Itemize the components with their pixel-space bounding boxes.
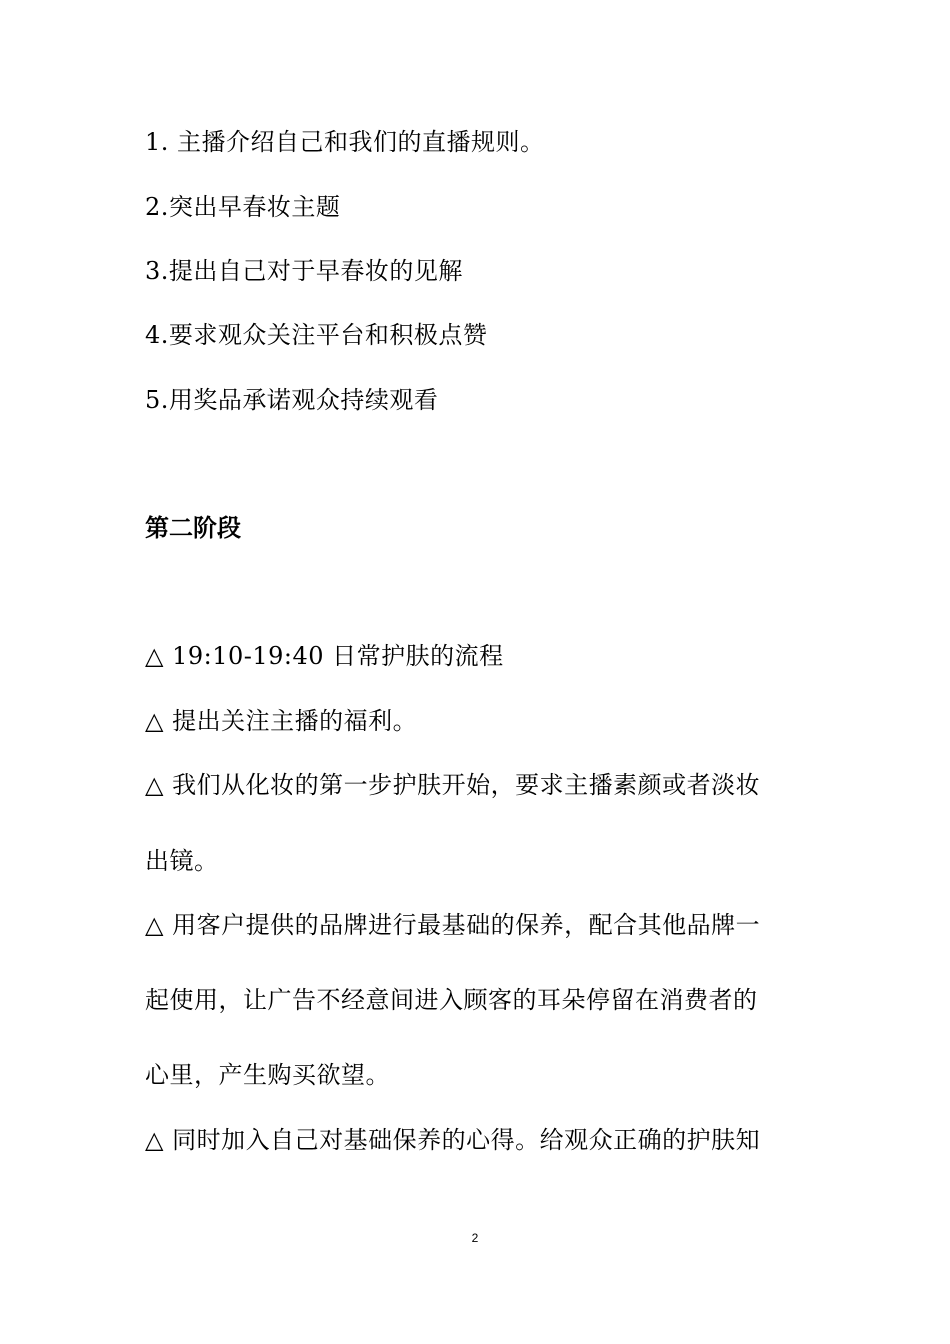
body-line-3: △ 我们从化妆的第一步护肤开始，要求主播素颜或者淡妆 <box>145 771 761 799</box>
list-item-4: 4.要求观众关注平台和积极点赞 <box>145 321 488 349</box>
section-heading: 第二阶段 <box>145 514 241 542</box>
body-line-5: △ 用客户提供的品牌进行最基础的保养，配合其他品牌一 <box>145 911 761 939</box>
body-line-2: △ 提出关注主播的福利。 <box>145 707 418 735</box>
body-line-1: △ 19:10-19:40 日常护肤的流程 <box>145 642 504 670</box>
body-line-6: 起使用，让广告不经意间进入顾客的耳朵停留在消费者的 <box>145 986 758 1014</box>
list-item-3: 3.提出自己对于早春妆的见解 <box>145 257 463 285</box>
page-number: 2 <box>471 1231 479 1245</box>
body-line-8: △ 同时加入自己对基础保养的心得。给观众正确的护肤知 <box>145 1126 761 1154</box>
body-line-4: 出镜。 <box>145 847 219 875</box>
list-item-1: 1. 主播介绍自己和我们的直播规则。 <box>145 128 545 156</box>
list-item-2: 2.突出早春妆主题 <box>145 193 341 221</box>
list-item-5: 5.用奖品承诺观众持续观看 <box>145 386 439 414</box>
body-line-7: 心里，产生购买欲望。 <box>145 1061 390 1089</box>
